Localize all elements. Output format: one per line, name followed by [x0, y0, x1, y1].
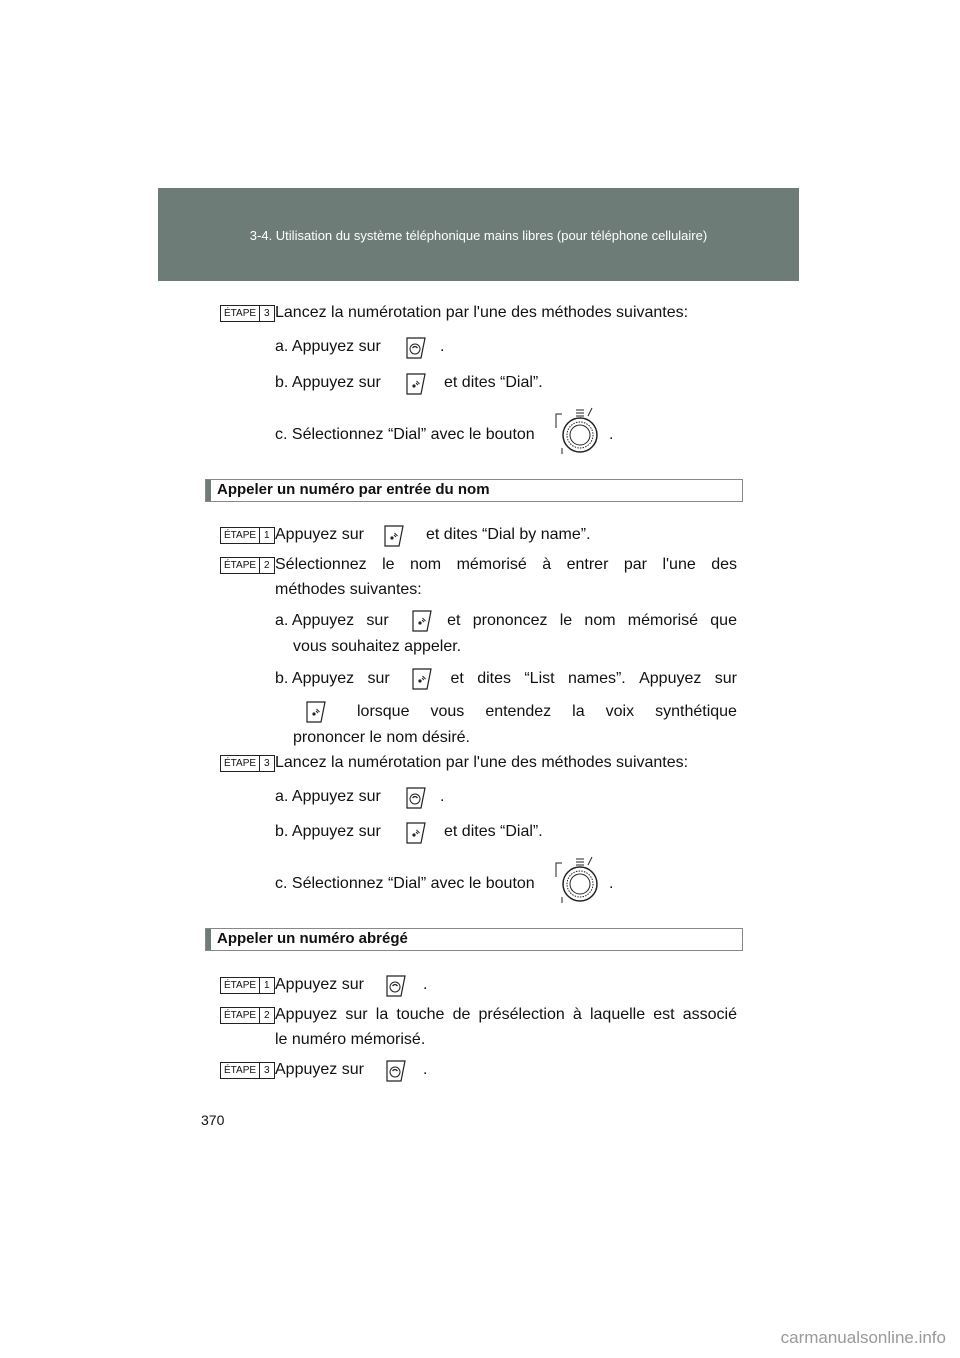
step-text: Appuyez sur: [275, 976, 364, 993]
step-text: .: [423, 976, 428, 993]
section-title: Appeler un numéro abrégé: [217, 930, 408, 947]
method-text: vous souhaitez appeler.: [293, 638, 462, 655]
step-text: Lancez la numérotation par l'une des méthodes suivantes:: [275, 754, 689, 771]
method-text: b. Appuyez sur: [275, 374, 381, 391]
chapter-header: [158, 188, 799, 281]
off-hook-phone-icon: [385, 1059, 407, 1083]
step-badge: ÉTAPE 3: [220, 755, 275, 772]
step-text: Lancez la numérotation par l'une des méthodes suivantes:: [275, 304, 689, 321]
step-text: Appuyez sur: [275, 526, 364, 543]
talk-voice-icon: [405, 372, 427, 396]
method-text: prononcer le nom désiré.: [293, 729, 470, 746]
talk-voice-icon: [305, 700, 327, 724]
method-text: b. Appuyez sur: [275, 823, 381, 840]
tune-select-knob-icon: [554, 406, 602, 456]
talk-voice-icon: [411, 609, 433, 633]
step-text: méthodes suivantes:: [275, 581, 422, 598]
method-text: c. Sélectionnez “Dial” avec le bouton: [275, 426, 535, 443]
off-hook-phone-icon: [405, 336, 427, 360]
step-badge: ÉTAPE 1: [220, 527, 275, 544]
off-hook-phone-icon: [405, 786, 427, 810]
talk-voice-icon: [411, 667, 433, 691]
method-text: a. Appuyez sur: [275, 338, 381, 355]
method-text: c. Sélectionnez “Dial” avec le bouton: [275, 875, 535, 892]
step-text: Appuyez sur: [275, 1061, 364, 1078]
page-number: 370: [201, 1112, 225, 1128]
off-hook-phone-icon: [385, 974, 407, 998]
watermark: carmanualsonline.info: [780, 1328, 946, 1347]
step-text: et dites “Dial by name”.: [426, 526, 591, 543]
section-heading: [205, 479, 743, 502]
method-text: a. Appuyez sur: [275, 788, 381, 805]
step-badge: ÉTAPE 2: [220, 1007, 275, 1024]
method-text: lorsque vous entendez la voix synthétique: [357, 703, 737, 720]
tune-select-knob-icon: [554, 855, 602, 905]
step-badge: ÉTAPE 2: [220, 557, 275, 574]
talk-voice-icon: [405, 821, 427, 845]
method-text: b. Appuyez sur et dites “List names”. Appuyez sur: [275, 670, 737, 687]
method-text: et dites “Dial”.: [444, 374, 543, 391]
section-title: Appeler un numéro par entrée du nom: [217, 481, 490, 498]
section-heading: [205, 928, 743, 951]
step-badge: ÉTAPE 3: [220, 1062, 275, 1079]
step-text: le numéro mémorisé.: [275, 1031, 426, 1048]
method-text: .: [440, 788, 445, 805]
method-text: a. Appuyez sur et prononcez le nom mémorisé que: [275, 612, 737, 629]
method-text: .: [609, 875, 614, 892]
method-text: et dites “Dial”.: [444, 823, 543, 840]
step-text: Sélectionnez le nom mémorisé à entrer par l'une des: [275, 556, 737, 573]
step-text: .: [423, 1061, 428, 1078]
step-badge: ÉTAPE 1: [220, 977, 275, 994]
talk-voice-icon: [383, 524, 405, 548]
method-text: .: [609, 426, 614, 443]
step-text: Appuyez sur la touche de présélection à laquelle est associé: [275, 1006, 737, 1023]
step-badge: ÉTAPE 3: [220, 305, 275, 322]
method-text: .: [440, 338, 445, 355]
chapter-title: 3-4. Utilisation du système téléphonique mains libres (pour téléphone cellulaire): [249, 228, 708, 243]
